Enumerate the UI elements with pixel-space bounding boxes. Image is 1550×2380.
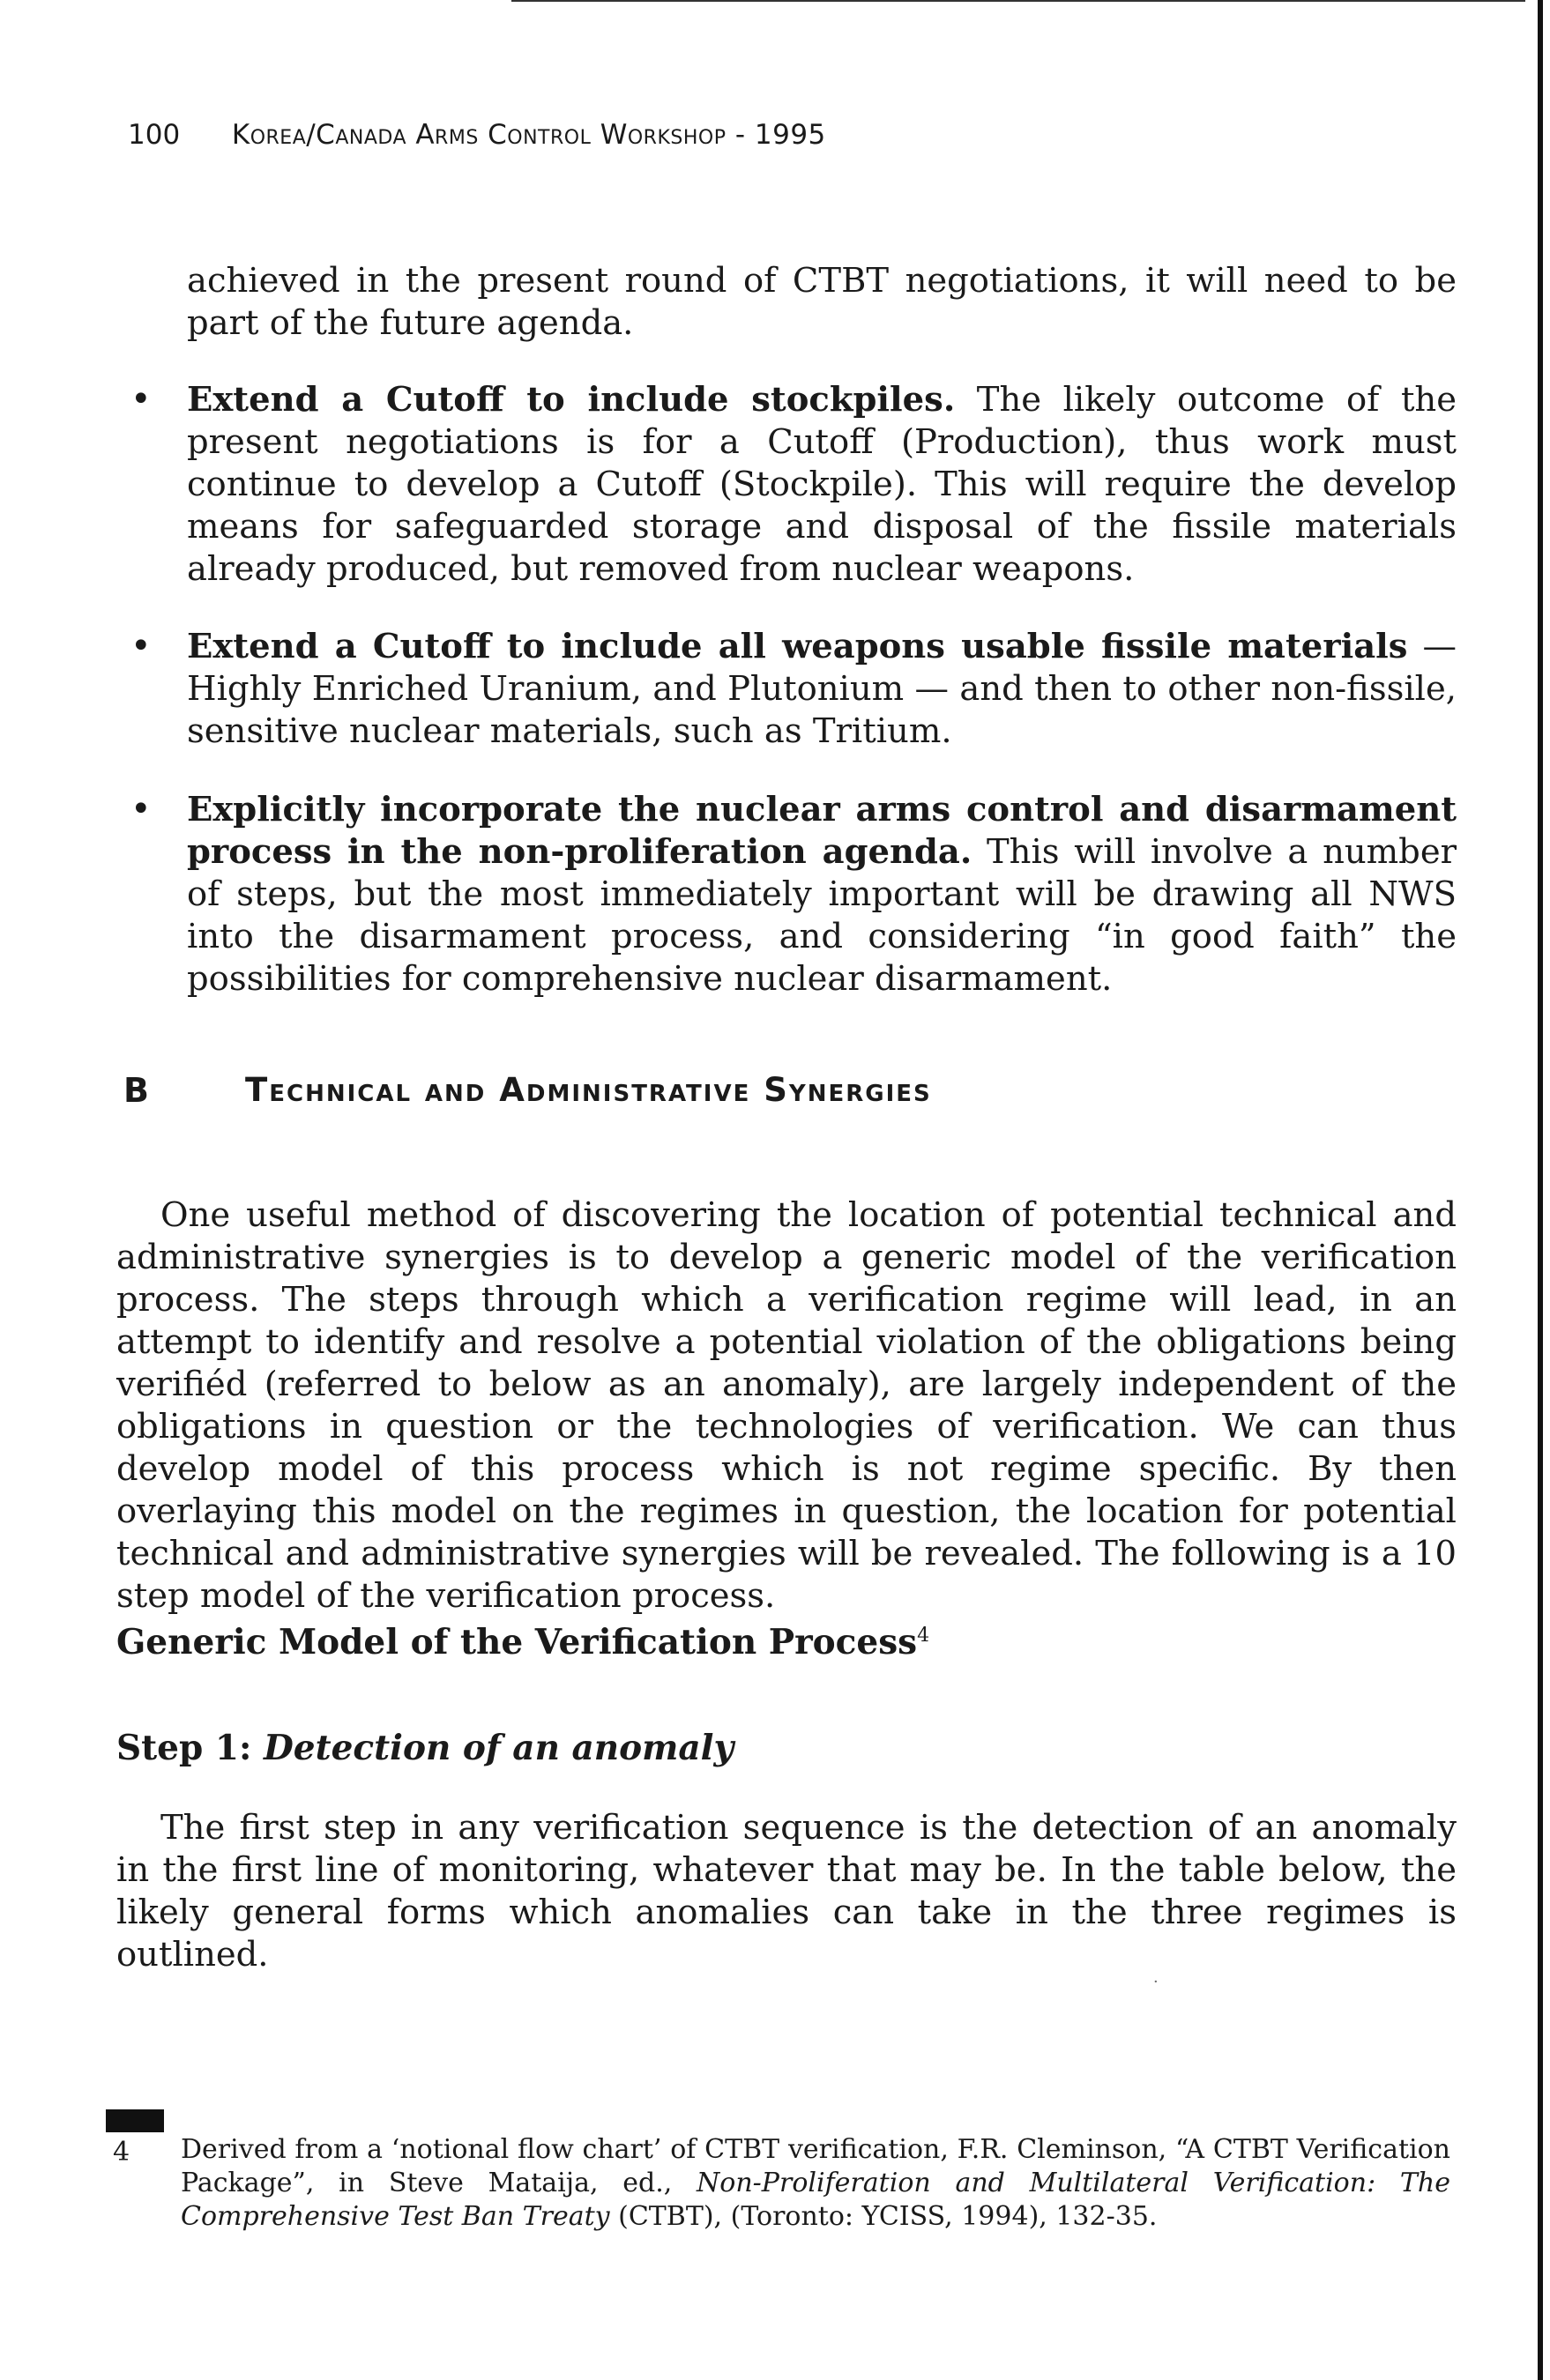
step-paragraph: The first step in any verification sequence is the detection of an anomaly in the first line of monitoring, whatever that may be. In the table below, the likely general forms which anomalies can take in the three regimes is outlined.	[116, 1808, 1457, 1975]
footnote-ref: 4	[917, 1625, 930, 1647]
bullet-marker: •	[130, 379, 152, 420]
bullet-lead: Extend a Cutoff to include stockpiles.	[187, 380, 956, 420]
bullet-lead: Explicitly incorporate the nuclear arms control and disarmament process in the non-proliferation agenda.	[187, 790, 1457, 872]
bullet-marker: •	[130, 626, 152, 666]
bullet-text: The likely outcome of the present negotiations is for a Cutoff (Production), thus work must continue to develop a Cutoff (Stockpile). This will require the develop means for safeguarded storage and disposal of the fissile materials already produced, but removed from nuclear weapons.	[187, 380, 1457, 589]
section-paragraph: One useful method of discovering the location of potential technical and administrative synergies is to develop a generic model of the verification process. The steps through which a verification regime will lead, in an attempt to identify and resolve a potential violation of the obligations being verifiéd (referred to below as an anomaly), are largely independent of the obligations in question or the technologies of verification. We can thus develop model of this process which is not regime specific. By then overlaying this model on the regimes in question, the location for potential technical and administrative synergies will be revealed. The following is a 10 step model of the verification process.	[116, 1195, 1457, 1616]
subheading	[116, 1622, 929, 1662]
footnote-text-a: Derived from a ‘notional flow chart’ of CTBT verification, F.R. Cleminson, “A CTBT Verification Package”, in Steve Mataija, ed.,	[181, 2134, 1450, 2198]
running-title: Korea/Canada Arms Control Workshop - 1995	[231, 119, 826, 151]
step-heading	[116, 1728, 734, 1768]
bullet-item	[187, 789, 1457, 1000]
bullet-item	[187, 379, 1457, 591]
bullet-text: This will involve a number of steps, but the most immediately important will be drawing all NWS into the disarmament process, and considering “in good faith” the possibilities for comprehensive nuclear disarmament.	[187, 832, 1457, 999]
section-letter: B	[123, 1071, 149, 1110]
footnote-text-b: (CTBT), (Toronto: YCISS, 1994), 132-35.	[609, 2201, 1158, 2232]
bullet-item	[187, 626, 1457, 753]
subheading-text: Generic Model of the Verification Process	[116, 1622, 918, 1662]
page-number: 100	[128, 119, 181, 151]
running-header	[128, 119, 826, 151]
bullet-lead: Extend a Cutoff to include all weapons usable fissile materials	[187, 627, 1408, 666]
page-edge	[1538, 0, 1543, 2380]
footnote-bar	[106, 2109, 164, 2132]
footnote-number: 4	[113, 2137, 130, 2168]
footnote-text	[181, 2133, 1450, 2234]
step-title: Detection of an anomaly	[263, 1728, 734, 1768]
bullet-marker: •	[130, 789, 152, 829]
speck: ·	[1153, 1973, 1159, 1991]
step-label: Step 1:	[116, 1728, 252, 1768]
intro-paragraph: achieved in the present round of CTBT negotiations, it will need to be part of the future agenda.	[187, 261, 1457, 343]
bullet-text: — Highly Enriched Uranium, and Plutonium — and then to other non-fissile, sensitive nuclear materials, such as Tritium.	[187, 627, 1457, 751]
top-rule	[511, 0, 1525, 2]
section-title: Technical and Administrative Synergies	[245, 1071, 932, 1109]
footnote-italic: Non-Proliferation and Multilateral Verification: The Comprehensive Test Ban Treaty	[181, 2168, 1451, 2232]
